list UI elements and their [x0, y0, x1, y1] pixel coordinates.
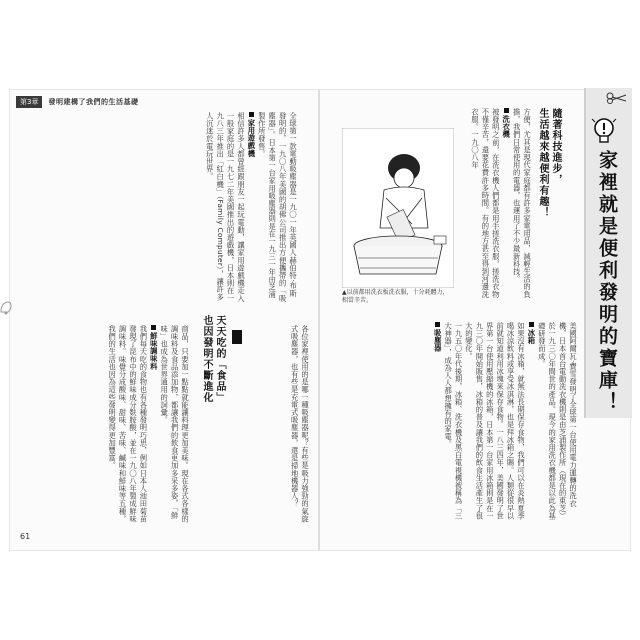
page-title: 家裡就是便利發明的寶庫！ [596, 150, 618, 414]
bullet-icon [249, 112, 254, 117]
bullet-icon [435, 322, 440, 327]
washer-heading: 洗衣機 [502, 115, 512, 138]
washboard-illustration [342, 128, 454, 288]
bullet-icon [151, 325, 156, 330]
food-callout-bar [232, 330, 242, 344]
games-heading: 家用遊戲機 [247, 119, 257, 157]
illustration-caption: ▲以前都用洗衣板洗衣服，十分耗體力，相當辛苦。 [342, 289, 449, 304]
seasoning-heading: 鮮味調味料 [149, 332, 159, 370]
vacuum-heading: 吸塵器 [433, 329, 443, 352]
chapter-tag: 第3章 [16, 96, 42, 108]
seasoning-body-2: 商品，只要加一點點就能讓料理更加美味。現在各式各樣的調味料及食品添加物，都讓我們的飲食更加多采多姿，「鮮味」也成為世界通用的詞彙。 [160, 325, 190, 523]
right-intro: 方便，尤其是現代家庭都有許多家電用品，減輕生活的負擔，我們日常使用的電器，也運用了不少最新科技。 [512, 108, 532, 298]
washer-body-2: 美國阿爾瓦·費雪發明了全球第一台使用電力運轉的洗衣機，日本首台電動洗衣機則是由芝浦製作所（現在的東芝）於一九三〇年間世的產品。現今的家用洗衣機都是以此為基礎研發而成。 [537, 322, 578, 520]
fridge-heading: 冰箱 [527, 329, 537, 345]
fridge-body: 如果沒有冰箱，就無法長期保存食物，我們可以在炎熱夏季喝冰涼飲料或享受冰淇淋，也是拜冰箱之賜。人類從很早以前就知道利用冰塊來保存食物。一八三四年，美國發明了世界第一台使用壓縮機的冰箱，日本第一台家用冰箱則是在一九三〇年開始販售，冰箱的普及讓我們的飲食生活產生了很大的變化。 [464, 322, 526, 520]
page-gutter [318, 90, 320, 550]
bullet-icon [529, 322, 534, 327]
bell-icon [0, 300, 12, 316]
games-body: 全球第一款電動吸塵器是一九〇一年英國人赫伯特·布斯發明的，一九〇八年美國的胡佛公司推出方便攜帶的「吸塵器」。日本第一台家用吸塵器則是在一九三一年由芝浦製作所發售。 [257, 112, 298, 302]
washer-body: 被發明之前，在洗衣機人們都是用手搓洗衣服，搓洗衣物不僅辛苦，還要花費許多時間。有的地方甚至得到河邊洗衣服。一九〇八年 [470, 108, 501, 298]
left-page-text-top [30, 112, 298, 302]
left-page-text-bottom-right [245, 325, 310, 525]
convenience-callout [536, 108, 562, 298]
running-head-title: 發明建構了我們的生活基礎 [48, 98, 139, 106]
scissors-icon [606, 92, 628, 104]
left-page-text-bottom [30, 325, 190, 525]
food-callout-text: 天天吃的「食品」 也因發明不斷進化 [201, 315, 225, 403]
games-body-2: 相信許多人都曾經跟朋友一起玩電動，讓家用遊戲機走入一般家庭的是一九七二年美國推出的遊戲機，日本則在一九八三年推出「紅白機」（Family Computer），讓許多人沉迷於電玩世界。 [205, 112, 246, 302]
running-head [16, 96, 138, 108]
bullet-icon [504, 108, 509, 113]
seasoning-body: 我們每天吃的食物也有各種發明巧思，例如日本人池田菊苗發現了昆布中的鮮味成分麩胺酸，並在一九〇八年製成鮮味調味料。味覺分成酸味、甜味、苦味、鹹味和鮮味等五種，我們的生活也因為這些發明變得更加豐富。 [108, 325, 149, 523]
right-page-text-bottom [338, 322, 578, 522]
fridge-body-2: 一九五〇年代後期，冰箱、洗衣機及黑白電視機被稱為「三大神器」，成為人人都想擁有的家電。 [444, 322, 464, 520]
right-page-intro [462, 108, 532, 298]
food-callout [200, 315, 226, 525]
vacuum-body-left: 各位家裡使用的是哪一種吸塵器呢？有些是吸力強勁的氣旋式吸塵器，也有些是充電式吸塵器，還是掃地機器人？ [290, 325, 310, 523]
convenience-callout-text: 隨著科技進步， 生活越來越便利有趣！ [537, 108, 561, 218]
lightbulb-icon [590, 116, 618, 146]
page-number: 61 [20, 532, 31, 541]
